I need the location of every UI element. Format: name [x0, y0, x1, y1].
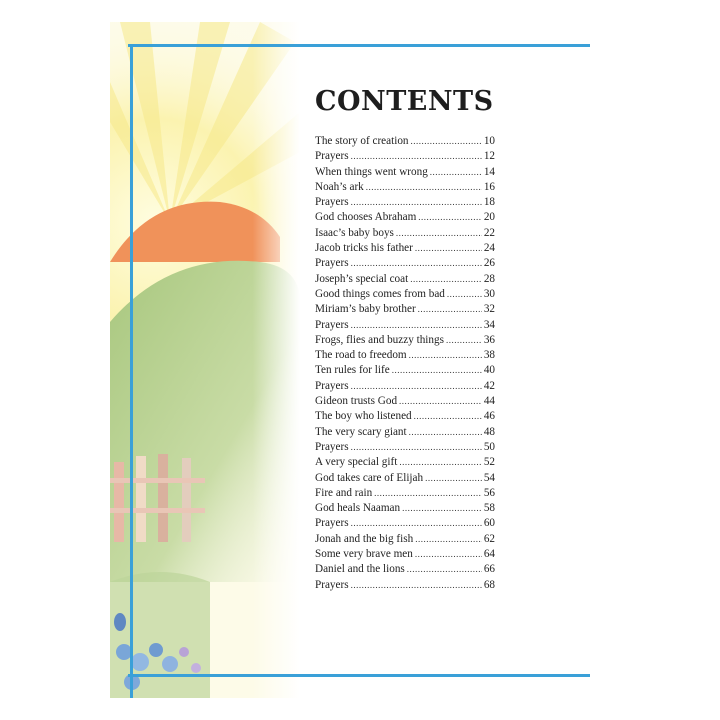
toc-entry-title: Prayers — [315, 440, 349, 453]
toc-leader-dots — [430, 165, 482, 180]
toc-leader-dots — [366, 180, 482, 195]
toc-entry-page: 56 — [483, 486, 495, 499]
toc-entry — [315, 363, 495, 378]
toc-leader-dots — [402, 501, 482, 516]
toc-entry — [315, 272, 495, 287]
toc-entry — [315, 455, 495, 470]
toc-entry-title: God chooses Abraham — [315, 211, 417, 224]
toc-entry-page: 20 — [483, 211, 495, 224]
toc-entry — [315, 180, 495, 195]
toc-entry-page: 18 — [483, 196, 495, 209]
toc-entry-page: 34 — [483, 318, 495, 331]
toc-entry-title: A very special gift — [315, 456, 398, 469]
toc-entry-title: Prayers — [315, 379, 349, 392]
toc-leader-dots — [396, 226, 482, 241]
toc-leader-dots — [411, 134, 482, 149]
toc-entry-title: Prayers — [315, 196, 349, 209]
toc-entry-page: 42 — [483, 379, 495, 392]
toc-entry-page: 46 — [483, 410, 495, 423]
toc-entry-title: Joseph’s special coat — [315, 272, 409, 285]
toc-entry-page: 50 — [483, 440, 495, 453]
toc-entry-title: Some very brave men — [315, 548, 413, 561]
toc-leader-dots — [425, 471, 482, 486]
contents-title: CONTENTS — [315, 86, 494, 117]
toc-entry-title: Prayers — [315, 318, 349, 331]
toc-leader-dots — [446, 333, 482, 348]
toc-entry-page: 66 — [483, 563, 495, 576]
toc-entry — [315, 256, 495, 271]
toc-entry — [315, 226, 495, 241]
toc-entry-page: 22 — [483, 226, 495, 239]
toc-leader-dots — [392, 363, 482, 378]
toc-entry — [315, 409, 495, 424]
toc-entry-page: 60 — [483, 517, 495, 530]
toc-entry-title: Daniel and the lions — [315, 563, 405, 576]
toc-entry-title: Gideon trusts God — [315, 395, 398, 408]
toc-entry-page: 48 — [483, 425, 495, 438]
toc-entry — [315, 532, 495, 547]
toc-entry — [315, 394, 495, 409]
toc-leader-dots — [374, 486, 482, 501]
toc-entry-title: The very scary giant — [315, 425, 407, 438]
toc-entry — [315, 425, 495, 440]
toc-entry-page: 38 — [483, 349, 495, 362]
toc-entry-page: 68 — [483, 578, 495, 591]
toc-entry-page: 26 — [483, 257, 495, 270]
toc-entry-title: Prayers — [315, 517, 349, 530]
toc-entry — [315, 516, 495, 531]
toc-entry-page: 58 — [483, 502, 495, 515]
toc-leader-dots — [351, 149, 482, 164]
toc-entry-title: When things went wrong — [315, 165, 428, 178]
toc-entry-title: The road to freedom — [315, 349, 407, 362]
toc-leader-dots — [410, 272, 482, 287]
toc-entry-page: 28 — [483, 272, 495, 285]
toc-leader-dots — [399, 394, 482, 409]
toc-entry-title: Good things comes from bad — [315, 287, 445, 300]
toc-leader-dots — [409, 348, 482, 363]
toc-leader-dots — [414, 409, 482, 424]
toc-entry — [315, 379, 495, 394]
toc-leader-dots — [399, 455, 481, 470]
toc-leader-dots — [418, 210, 482, 225]
toc-entry — [315, 134, 495, 149]
toc-entry — [315, 333, 495, 348]
toc-entry-page: 44 — [483, 395, 495, 408]
toc-leader-dots — [351, 318, 482, 333]
toc-leader-dots — [351, 379, 482, 394]
toc-entry — [315, 195, 495, 210]
toc-leader-dots — [415, 547, 482, 562]
toc-entry-page: 16 — [483, 180, 495, 193]
toc-entry-title: Jonah and the big fish — [315, 532, 414, 545]
toc-entry-title: The boy who listened — [315, 410, 412, 423]
toc-entry — [315, 486, 495, 501]
toc-entry-page: 24 — [483, 242, 495, 255]
toc-leader-dots — [415, 241, 482, 256]
toc-entry — [315, 318, 495, 333]
toc-leader-dots — [351, 516, 482, 531]
toc-entry-title: The story of creation — [315, 135, 409, 147]
toc-entry — [315, 287, 495, 302]
toc-entry — [315, 471, 495, 486]
toc-entry — [315, 562, 495, 577]
toc-entry — [315, 165, 495, 180]
toc-entry-page: 12 — [483, 150, 495, 163]
toc-entry — [315, 241, 495, 256]
toc-leader-dots — [418, 302, 482, 317]
toc-entry — [315, 578, 495, 593]
toc-entry-title: Isaac’s baby boys — [315, 226, 394, 239]
toc-entry-page: 54 — [483, 471, 495, 484]
toc-entry-page: 40 — [483, 364, 495, 377]
toc-entry — [315, 501, 495, 516]
toc-entry — [315, 149, 495, 164]
toc-entry-title: Ten rules for life — [315, 364, 390, 377]
toc-entry-page: 30 — [483, 287, 495, 300]
toc-leader-dots — [351, 256, 482, 271]
toc-leader-dots — [447, 287, 482, 302]
toc-entry-title: Noah’s ark — [315, 180, 364, 193]
toc-leader-dots — [409, 425, 482, 440]
toc-leader-dots — [351, 578, 482, 593]
toc-entry-title: Jacob tricks his father — [315, 242, 413, 255]
toc-entry — [315, 547, 495, 562]
toc-leader-dots — [351, 440, 482, 455]
toc-entry-page: 32 — [483, 303, 495, 316]
toc-leader-dots — [351, 195, 482, 210]
toc-leader-dots — [415, 532, 482, 547]
toc-entry-title: Miriam’s baby brother — [315, 303, 416, 316]
toc-entry-page: 64 — [483, 548, 495, 561]
toc-entry — [315, 210, 495, 225]
toc-entry-title: Frogs, flies and buzzy things — [315, 333, 444, 346]
toc-entry-title: God takes care of Elijah — [315, 471, 424, 484]
toc-entry-page: 62 — [483, 532, 495, 545]
toc-entry — [315, 440, 495, 455]
toc-entry-page: 36 — [483, 333, 495, 346]
toc-entry-title: Prayers — [315, 257, 349, 270]
toc-entry-title: Prayers — [315, 578, 349, 591]
toc-entry — [315, 302, 495, 317]
toc-entry-page: 10 — [483, 135, 495, 147]
toc-entry-title: Fire and rain — [315, 486, 373, 499]
toc-entry — [315, 348, 495, 363]
table-of-contents — [315, 134, 495, 593]
toc-entry-page: 52 — [483, 456, 495, 469]
book-page — [110, 22, 590, 698]
toc-entry-page: 14 — [483, 165, 495, 178]
toc-leader-dots — [407, 562, 482, 577]
toc-entry-title: God heals Naaman — [315, 502, 401, 515]
toc-entry-title: Prayers — [315, 150, 349, 163]
